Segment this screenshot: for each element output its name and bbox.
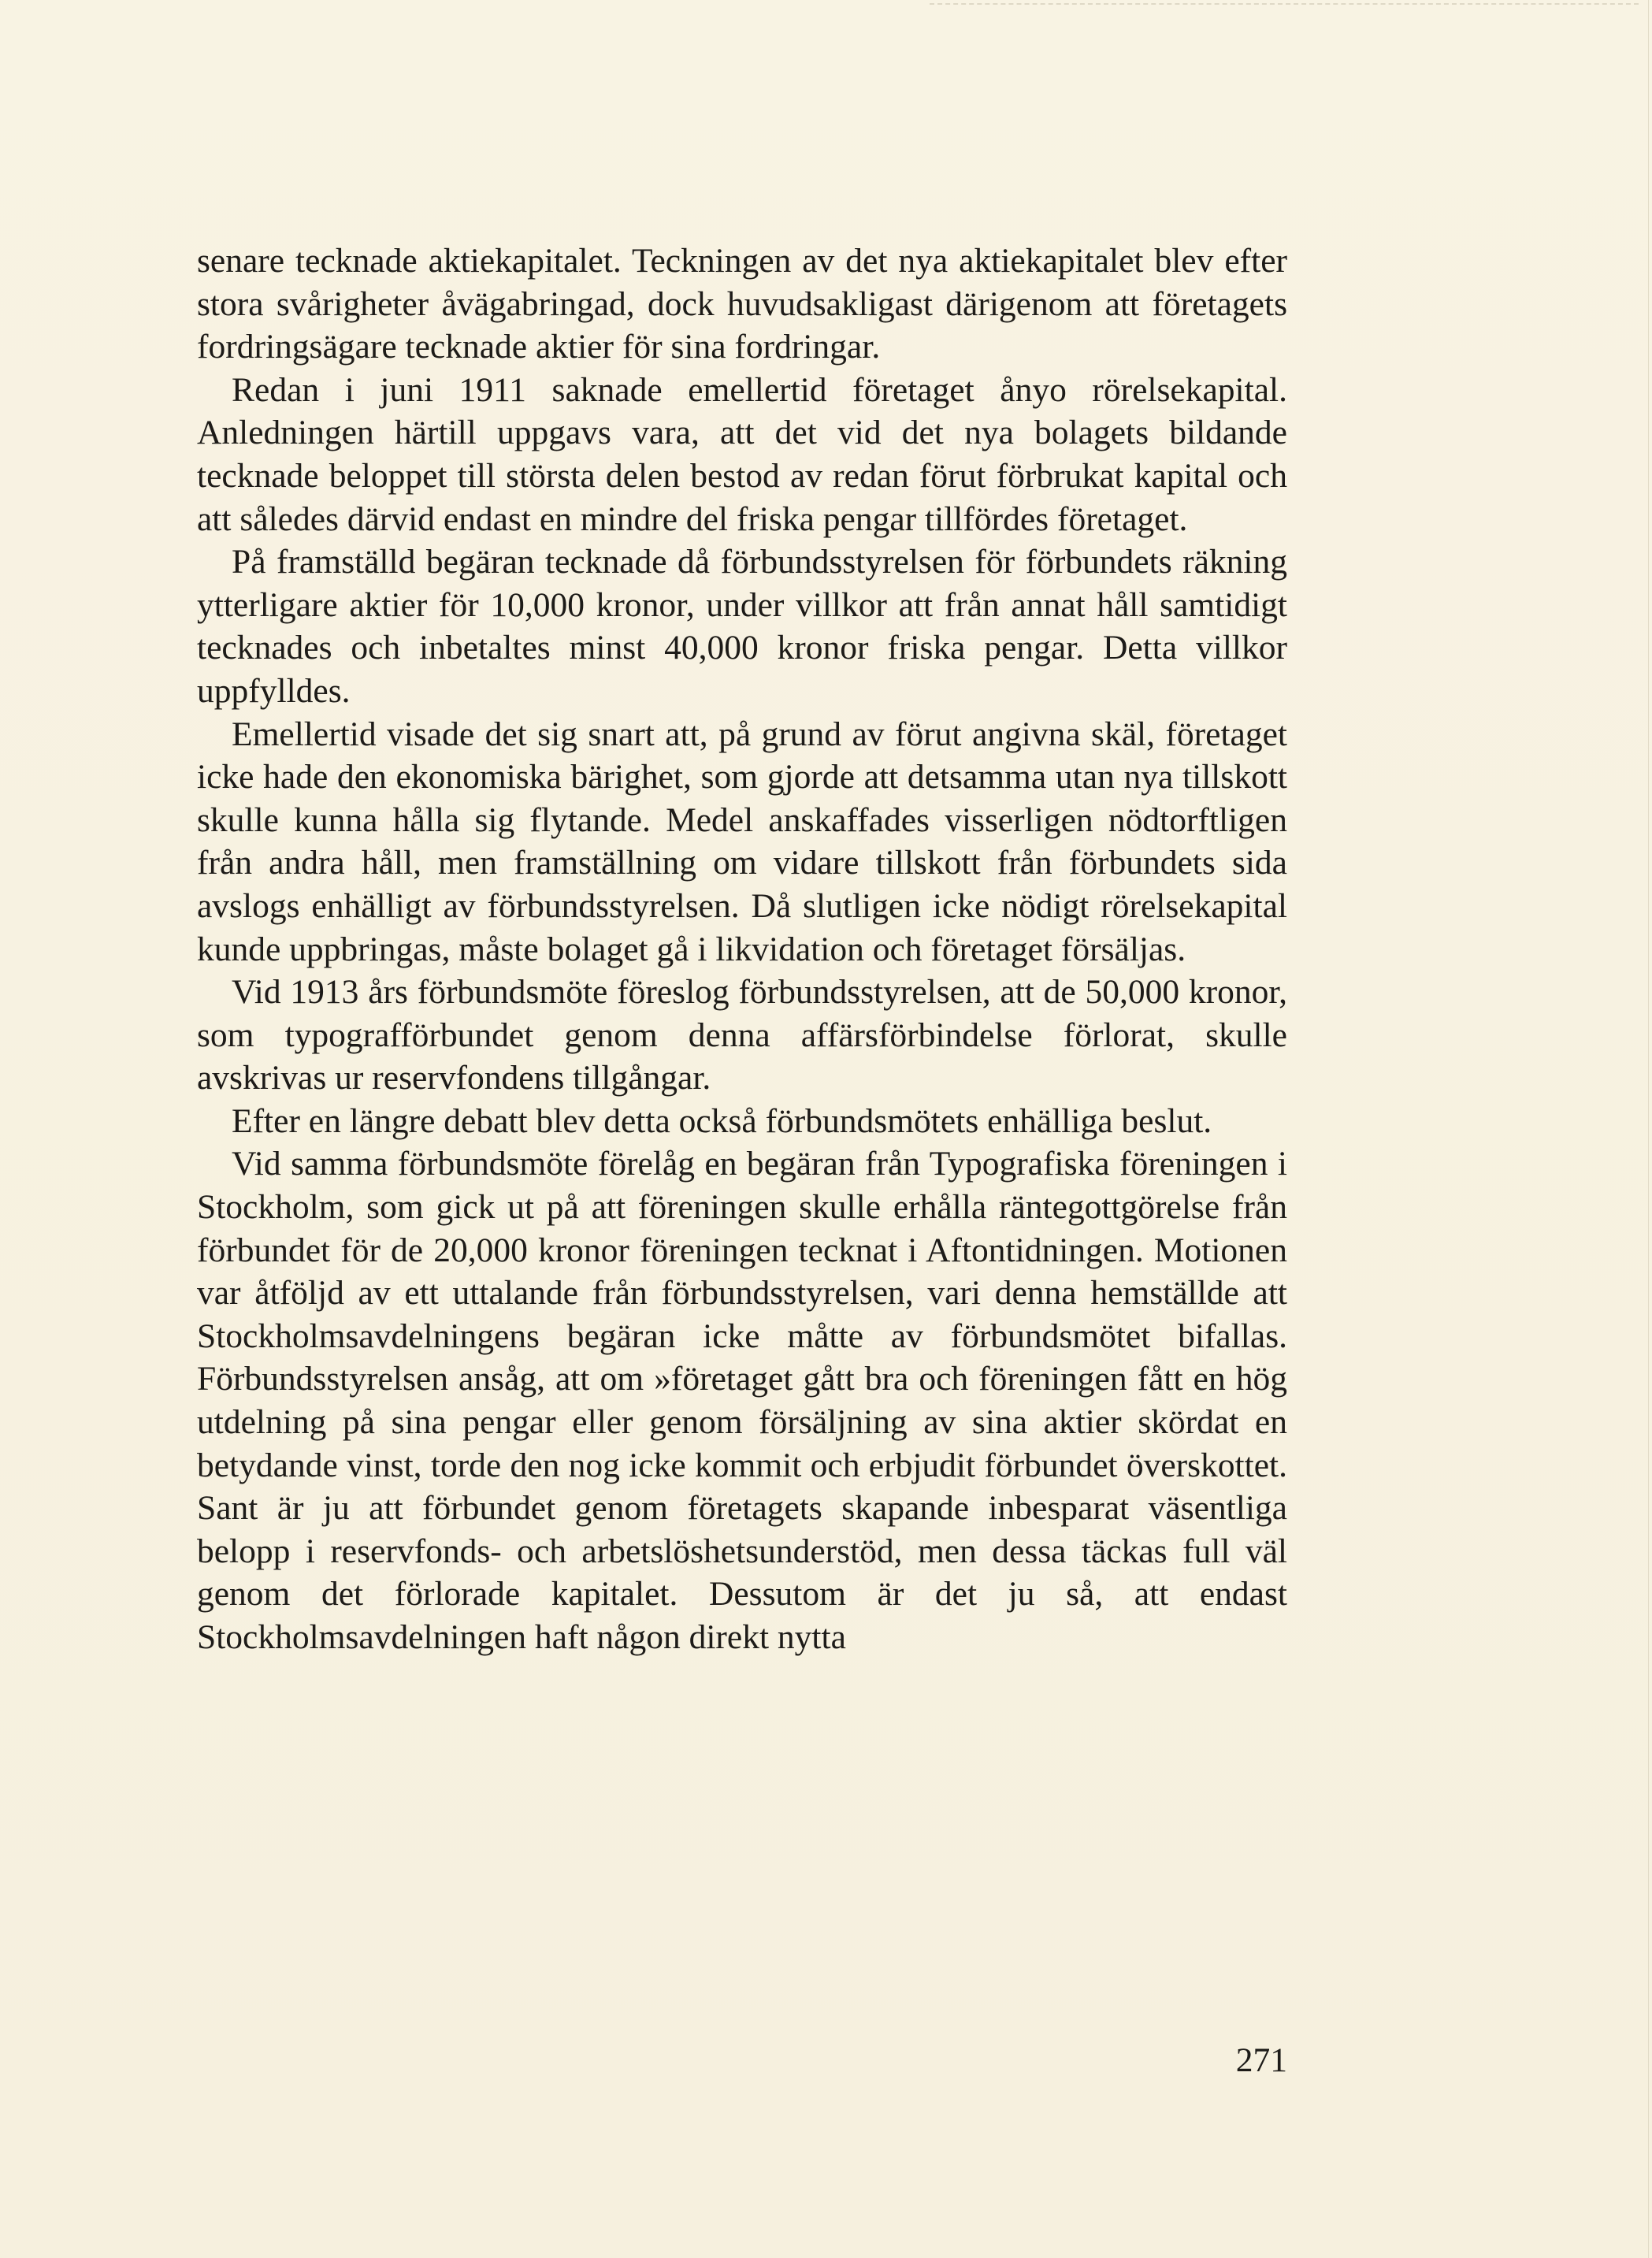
paragraph-2: Redan i juni 1911 saknade emellertid företaget ånyo rörelsekapital. Anledningen härtill uppgavs vara, att det vid det nya bolagets bildande tecknade beloppet till största delen bestod av redan förut förbrukat kapital och att således därvid endast en mindre del friska pengar tillfördes företaget. [197,370,1287,538]
top-edge-line [930,3,1639,5]
paragraph-1: senare tecknade aktiekapitalet. Teckningen av det nya aktiekapitalet blev efter stora svårigheter åvägabringad, dock huvudsakligast därigenom att företagets fordringsägare tecknade aktier för sina fordringar. [197,242,1287,366]
paragraph-5: Vid 1913 års förbundsmöte föreslog förbundsstyrelsen, att de 50,000 kronor, som typografförbundet genom denna affärsförbindelse förlorat, skulle avskrivas ur reservfondens tillgångar. [197,973,1287,1097]
paragraph-4: Emellertid visade det sig snart att, på grund av förut angivna skäl, företaget icke hade den ekonomiska bärighet, som gjorde att detsamma utan nya tillskott skulle kunna hålla sig flytande. Medel anskaffades visserligen nödtorftligen från andra håll, men framställning om vidare tillskott från förbundets sida avslogs enhälligt av förbundsstyrelsen. Då slutligen icke nödigt rörelsekapital kunde uppbringas, måste bolaget gå i likvidation och företaget försäljas. [197,715,1287,968]
paragraph-6: Efter en längre debatt blev detta också förbundsmötets enhälliga beslut. [232,1101,1212,1140]
body-text [197,240,1287,1659]
paragraph-3: På framställd begäran tecknade då förbundsstyrelsen för förbundets räkning ytterligare aktier för 10,000 kronor, under villkor att från annat håll samtidigt tecknades och inbetaltes minst 40,000 kronor friska pengar. Detta villkor uppfylldes. [197,543,1287,710]
page-number: 271 [1235,2041,1287,2079]
paragraph-7: Vid samma förbundsmöte förelåg en begäran från Typografiska föreningen i Stockholm, som gick ut på att föreningen skulle erhålla räntegottgörelse från förbundet för de 20,000 kronor föreningen tecknat i Aftontidningen. Motionen var åtföljd av ett uttalande från förbundsstyrelsen, vari denna hemställde att Stockholmsavdelningens begäran icke måtte av förbundsmötet bifallas. Förbundsstyrelsen ansåg, att om »företaget gått bra och föreningen fått en hög utdelning på sina pengar eller genom försäljning av sina aktier skördat en betydande vinst, torde den nog icke kommit och erbjudit förbundet överskottet. Sant är ju att förbundet genom företagets skapande inbesparat väsentliga belopp i reservfonds- och arbetslöshetsunderstöd, men dessa täckas full väl genom det förlorade kapitalet. Dessutom är det ju så, att endast Stockholmsavdelningen haft någon direkt nytta [197,1145,1287,1656]
right-edge-line [1648,0,1649,2258]
